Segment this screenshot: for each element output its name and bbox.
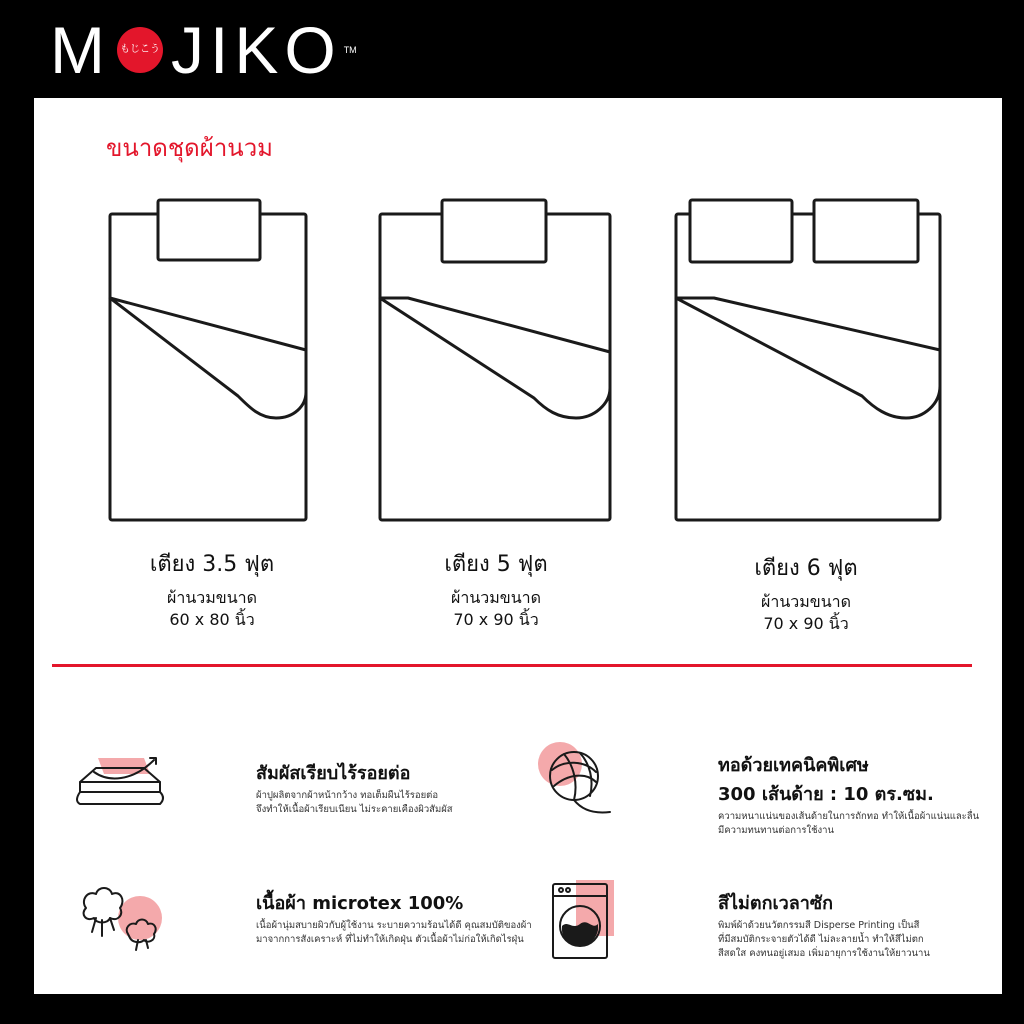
logo-dot-text: もじこう xyxy=(119,44,160,55)
duvet-size-value: 70 x 90 นิ้ว xyxy=(453,610,539,629)
content-panel xyxy=(34,98,1002,994)
feature-title-line2: 300 เส้นด้าย : 10 ตร.ซม. xyxy=(718,784,934,805)
bed-5-ft-illustration xyxy=(378,198,614,524)
feature-title: สีไม่ตกเวลาซัก xyxy=(718,893,834,914)
logo-red-dot xyxy=(117,27,163,73)
bed-6-ft-illustration xyxy=(674,196,942,524)
feature-colorfast xyxy=(718,888,988,961)
duvet-size-label: ผ้านวมขนาด xyxy=(166,588,258,607)
duvet-size-label: ผ้านวมขนาด xyxy=(450,588,542,607)
trademark-mark: TM xyxy=(343,45,357,55)
bed-name: เตียง 6 ฟุต xyxy=(754,556,858,581)
bed-5-ft-caption xyxy=(398,546,594,631)
feature-desc-line: มีความทนทานต่อการใช้งาน xyxy=(718,825,835,836)
feature-title: เนื้อผ้า microtex 100% xyxy=(256,893,464,914)
red-divider xyxy=(52,664,972,667)
feature-microtex xyxy=(256,888,556,947)
feature-desc-line: พิมพ์ผ้าด้วยนวัตกรรมสี Disperse Printing เป็นสี xyxy=(718,920,920,931)
duvet-size-value: 60 x 80 นิ้ว xyxy=(169,610,255,629)
logo-letter-m: M xyxy=(50,13,111,87)
feature-desc-line: ความหนาแน่นของเส้นด้ายในการถักทอ ทำให้เนื้อผ้าแน่นและลื่น xyxy=(718,811,980,822)
cotton-flower-icon xyxy=(74,882,164,954)
bed-3-5-ft-caption xyxy=(114,546,310,631)
feature-desc-line: เนื้อผ้านุ่มสบายผิวกับผู้ใช้งาน ระบายความร้อนได้ดี คุณสมบัติของผ้า xyxy=(256,920,532,931)
feature-seamless xyxy=(256,758,506,817)
feature-desc-line: ที่มีสมบัติกระจายตัวได้ดี ไม่ละลายน้ำ ทำให้สีไม่ตก xyxy=(718,934,924,945)
bed-name: เตียง 3.5 ฟุต xyxy=(149,552,275,577)
feature-desc-line: มาจากการสังเคราะห์ ที่ไม่ทำให้เกิดฝุ่น ตัวเนื้อผ้าไม่ก่อให้เกิดไรฝุ่น xyxy=(256,934,524,945)
feature-desc-line: สีสดใส คงทนอยู่เสมอ เพิ่มอายุการใช้งานให้ยาวนาน xyxy=(718,948,930,959)
feature-desc-line: จึงทำให้เนื้อผ้าเรียบเนียน ไม่ระคายเคืองผิวสัมผัส xyxy=(256,804,453,815)
logo-letters-jiko: JIKO xyxy=(170,13,342,87)
feature-title: สัมผัสเรียบไร้รอยต่อ xyxy=(256,763,411,784)
bed-3-5-ft-illustration xyxy=(108,196,310,524)
duvet-size-label: ผ้านวมขนาด xyxy=(760,592,852,611)
feature-title: ทอด้วยเทคนิคพิเศษ xyxy=(718,755,869,776)
bed-6-ft-caption xyxy=(708,550,904,635)
header xyxy=(0,0,1024,96)
folded-fabric-icon xyxy=(74,752,170,812)
feature-desc-line: ผ้าปูผลิตจากผ้าหน้ากว้าง ทอเต็มผืนไร้รอยต่อ xyxy=(256,790,439,801)
bed-name: เตียง 5 ฟุต xyxy=(444,552,548,577)
duvet-size-value: 70 x 90 นิ้ว xyxy=(763,614,849,633)
feature-weave xyxy=(718,750,988,838)
yarn-ball-icon xyxy=(534,740,614,822)
washing-machine-icon xyxy=(550,878,616,960)
section-title: ขนาดชุดผ้านวม xyxy=(106,134,273,162)
mojiko-logo[interactable] xyxy=(50,13,357,87)
